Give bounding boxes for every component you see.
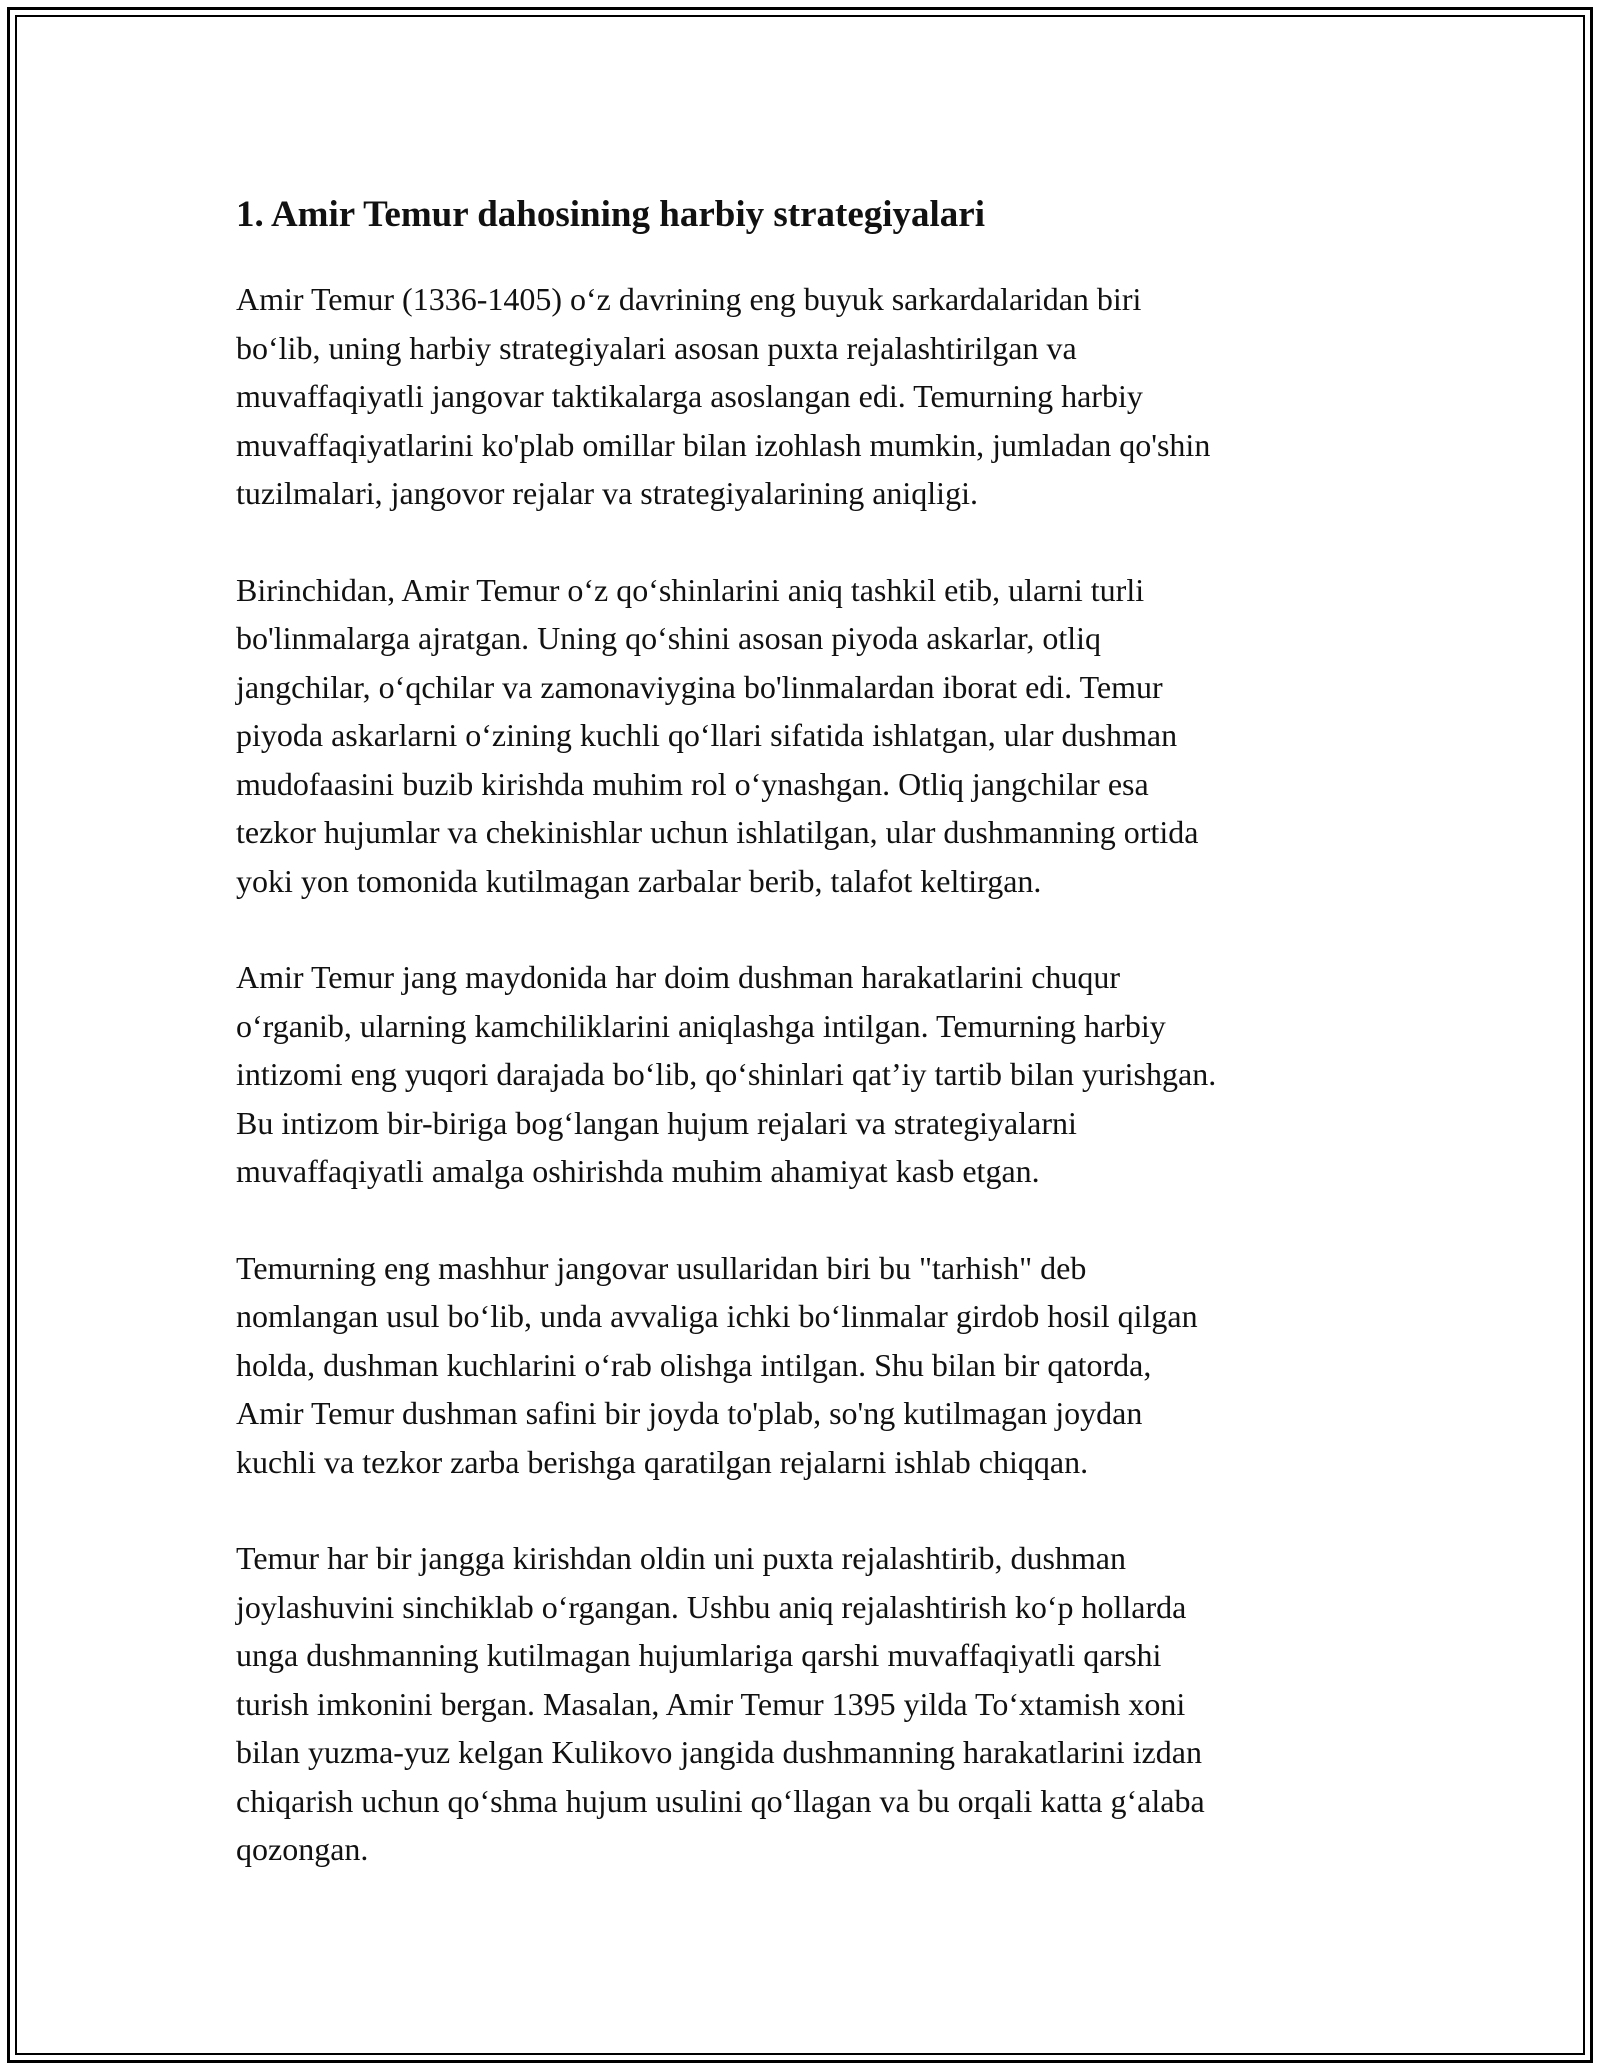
paragraph-line: qozongan. <box>236 1831 369 1867</box>
paragraph-line: bilan yuzma-yuz kelgan Kulikovo jangida dushmanning harakatlarini izdan <box>236 1734 1202 1770</box>
paragraph-discipline <box>236 953 1366 1196</box>
paragraph-line: Birinchidan, Amir Temur o‘z qo‘shinlarini aniq tashkil etib, ularni turli <box>236 571 1145 608</box>
paragraph-line: bo‘lib, uning harbiy strategiyalari asosan puxta rejalashtirilgan va <box>236 329 1077 366</box>
paragraph-line: Amir Temur (1336-1405) o‘z davrining eng buyuk sarkardalaridan biri <box>236 281 1142 317</box>
paragraph-line: turish imkonini bergan. Masalan, Amir Temur 1395 yilda To‘xtamish xoni <box>236 1685 1186 1722</box>
paragraph-line: muvaffaqiyatli jangovar taktikalarga asoslangan edi. Temurning harbiy <box>236 378 1143 414</box>
paragraph-line: piyoda askarlarni o‘zining kuchli qo‘llari sifatida ishlatgan, ular dushman <box>236 717 1178 753</box>
paragraph-line: unga dushmanning kutilmagan hujumlariga qarshi muvaffaqiyatli qarshi <box>236 1637 1162 1673</box>
paragraph-line: joylashuvini sinchiklab o‘rgangan. Ushbu aniq rejalashtirish ko‘p hollarda <box>236 1588 1187 1625</box>
paragraph-line: muvaffaqiyatli amalga oshirishda muhim ahamiyat kasb etgan. <box>236 1153 1040 1189</box>
paragraph-line: chiqarish uchun qo‘shma hujum usulini qo‘llagan va bu orqali katta g‘alaba <box>236 1782 1205 1819</box>
paragraph-line: Amir Temur dushman safini bir joyda to'plab, so'ng kutilmagan joydan <box>236 1395 1143 1431</box>
paragraph-line: muvaffaqiyatlarini ko'plab omillar bilan izohlash mumkin, jumladan qo'shin <box>236 426 1211 463</box>
paragraph-line: intizomi eng yuqori darajada bo‘lib, qo‘shinlari qat’iy tartib bilan yurishgan. <box>236 1056 1217 1092</box>
paragraph-line: jangchilar, o‘qchilar va zamonaviygina bo'linmalardan iborat edi. Temur <box>236 668 1163 705</box>
section-heading: 1. Amir Temur dahosining harbiy strategiyalari <box>236 194 985 235</box>
paragraph-line: Amir Temur jang maydonida har doim dushman harakatlarini chuqur <box>236 959 1121 995</box>
paragraph-line: o‘rganib, ularning kamchiliklarini aniqlashga intilgan. Temurning harbiy <box>236 1007 1166 1044</box>
paragraph-line: holda, dushman kuchlarini o‘rab olishga intilgan. Shu bilan bir qatorda, <box>236 1346 1152 1383</box>
paragraph-line: nomlangan usul bo‘lib, unda avvaliga ichki bo‘linmalar girdob hosil qilgan <box>236 1298 1198 1334</box>
paragraph-line: Bu intizom bir-biriga bog‘langan hujum rejalari va strategiyalarni <box>236 1104 1077 1141</box>
document-body <box>236 185 1366 1922</box>
paragraph-tactics <box>236 1244 1366 1487</box>
paragraph-line: yoki yon tomonida kutilmagan zarbalar berib, talafot keltirgan. <box>236 862 1042 899</box>
paragraph-line: mudofaasini buzib kirishda muhim rol o‘ynashgan. Otliq jangchilar esa <box>236 765 1149 802</box>
paragraph-planning <box>236 1534 1366 1874</box>
paragraph-line: bo'linmalarga ajratgan. Uning qo‘shini asosan piyoda askarlar, otliq <box>236 620 1102 656</box>
paragraph-line: tezkor hujumlar va chekinishlar uchun ishlatilgan, ular dushmanning ortida <box>236 814 1199 850</box>
paragraph-line: Temur har bir jangga kirishdan oldin uni puxta rejalashtirib, dushman <box>236 1540 1126 1576</box>
paragraph-line: kuchli va tezkor zarba berishga qaratilgan rejalarni ishlab chiqqan. <box>236 1443 1089 1480</box>
paragraph-intro <box>236 275 1366 518</box>
paragraph-army-organization <box>236 566 1366 906</box>
paragraph-line: tuzilmalari, jangovor rejalar va strategiyalarining aniqligi. <box>236 475 978 511</box>
paragraph-line: Temurning eng mashhur jangovar usullaridan biri bu "tarhish" deb <box>236 1249 1087 1286</box>
